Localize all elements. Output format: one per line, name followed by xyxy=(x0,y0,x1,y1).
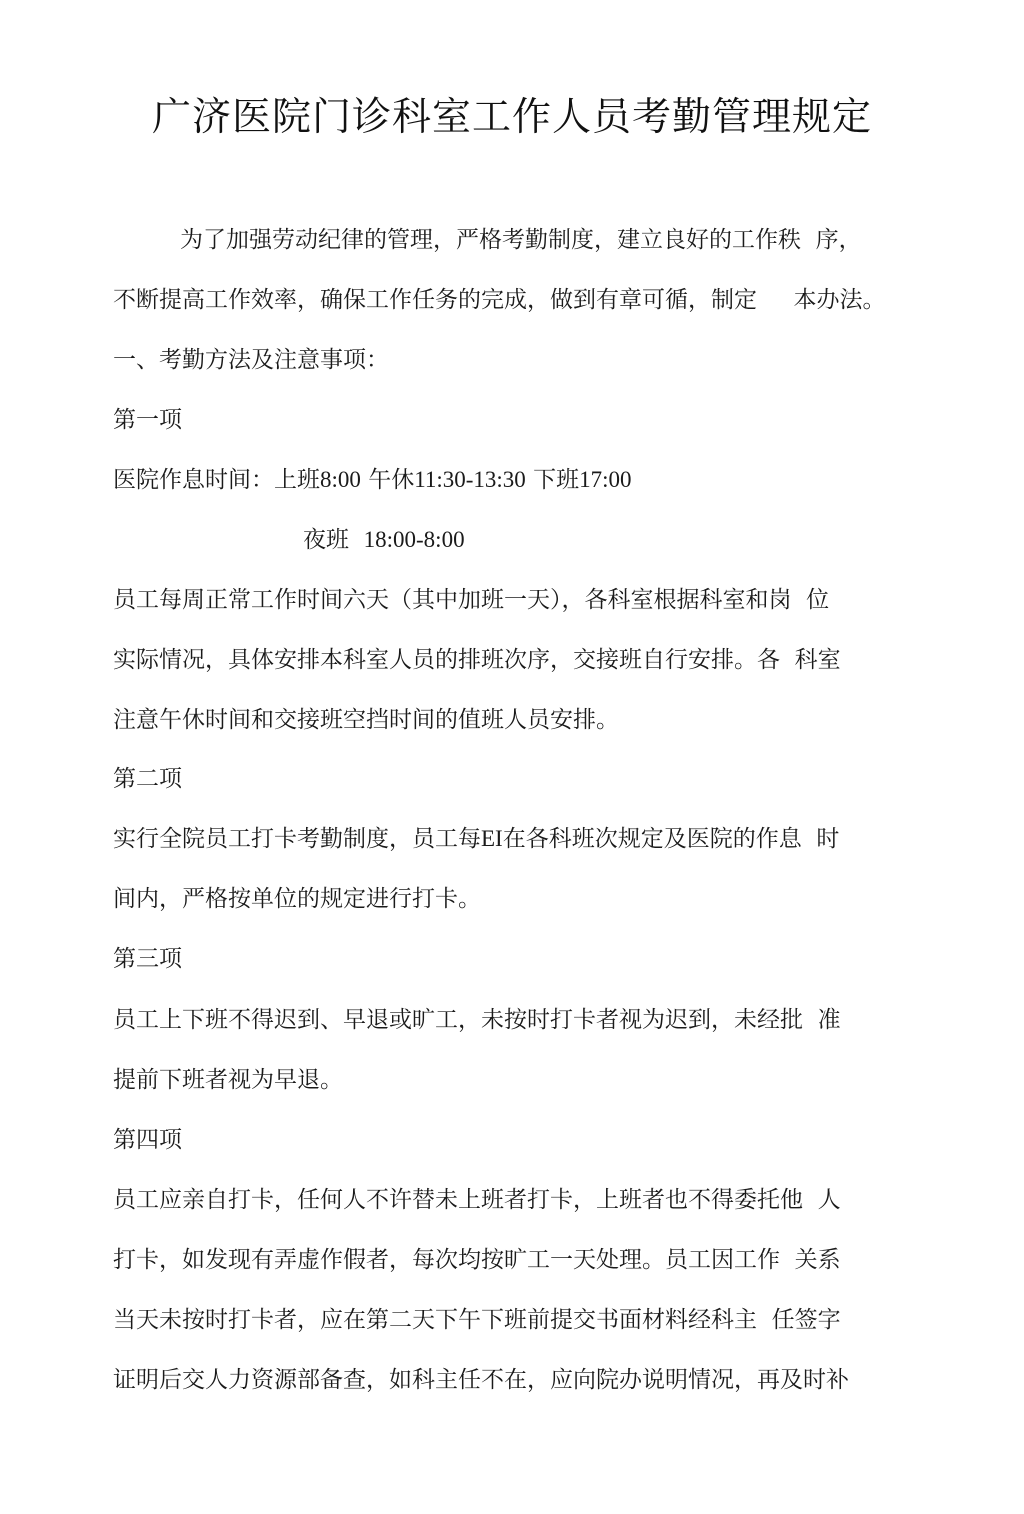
item-1-line-1: 员工每周正常工作时间六天（其中加班一天），各科室根据科室和岗 位 xyxy=(113,587,830,613)
item-3-heading: 第三项 xyxy=(113,946,182,972)
item-1-night-shift xyxy=(303,522,465,558)
schedule-start-time: 8:00 xyxy=(320,467,361,492)
item-2-line-1-b: 在各科班次规定及医院的作息 时 xyxy=(502,826,840,852)
item-4-line-3: 当天未按时打卡者，应在第二天下午下班前提交书面材料经科主 任签字 xyxy=(113,1307,841,1333)
item-2-heading: 第二项 xyxy=(113,766,182,792)
item-3-line-2: 提前下班者视为早退。 xyxy=(113,1067,343,1093)
night-time: 18:00-8:00 xyxy=(363,527,465,552)
item-1-line-3: 注意午休时间和交接班空挡时间的值班人员安排。 xyxy=(113,707,619,733)
document-title: 广济医院门诊科室工作人员考勤管理规定 xyxy=(151,95,872,140)
item-2-line-1-ei: EI xyxy=(481,826,503,851)
item-4-line-4: 证明后交人力资源部备查，如科主任不在，应向院办说明情况，再及时补 xyxy=(113,1367,849,1393)
schedule-off-time: 17:00 xyxy=(579,467,632,492)
schedule-noon-time: 11:30-13:30 xyxy=(414,467,526,492)
item-2-line-2: 间内，严格按单位的规定进行打卡。 xyxy=(113,886,481,912)
schedule-noon-label: 午休 xyxy=(368,467,415,493)
item-2-line-1 xyxy=(113,821,839,857)
intro-line-1: 为了加强劳动纪律的管理，严格考勤制度，建立良好的工作秩 序， xyxy=(180,227,862,253)
schedule-off-label: 下班 xyxy=(533,467,580,493)
item-4-heading: 第四项 xyxy=(113,1127,182,1153)
night-label: 夜班 xyxy=(303,527,349,553)
section-heading: 一、考勤方法及注意事项： xyxy=(113,347,389,373)
item-4-line-1: 员工应亲自打卡，任何人不许替未上班者打卡，上班者也不得委托他 人 xyxy=(113,1187,841,1213)
intro-line-2: 不断提高工作效率，确保工作任务的完成，做到有章可循，制定 本办法。 xyxy=(113,287,886,313)
item-1-line-2: 实际情况，具体安排本科室人员的排班次序，交接班自行安排。各 科室 xyxy=(113,647,841,673)
item-1-schedule xyxy=(113,462,632,498)
item-2-line-1-a: 实行全院员工打卡考勤制度，员工每 xyxy=(113,826,481,852)
item-4-line-2: 打卡，如发现有弄虚作假者，每次均按旷工一天处理。员工因工作 关系 xyxy=(113,1247,841,1273)
schedule-label: 医院作息时间：上班 xyxy=(113,467,320,493)
item-3-line-1: 员工上下班不得迟到、早退或旷工，未按时打卡者视为迟到，未经批 准 xyxy=(113,1007,841,1033)
item-1-heading: 第一项 xyxy=(113,407,182,433)
